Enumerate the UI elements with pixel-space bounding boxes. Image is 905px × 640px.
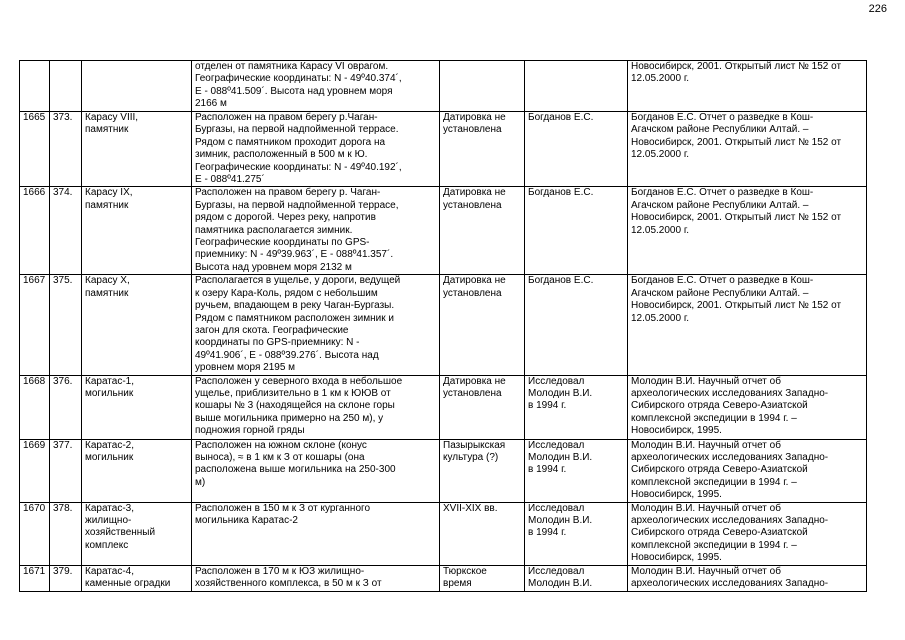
monument-source: Молодин В.И. Научный отчет об археологических исследованиях Западно- Сибирского отряда Северо-Азиатской комплексной экспедиции в 1994 г. – Новосибирск, 1995. [628,375,867,439]
monument-name: Каратас-1, могильник [82,375,192,439]
monument-name: Карасу IX, памятник [82,187,192,275]
table-row [20,187,867,275]
row-number: 1666 [20,187,50,275]
monument-researcher: Богданов Е.С. [525,112,628,187]
row-subnumber: 378. [50,502,82,565]
monument-description: Располагается в ущелье, у дороги, ведущей к озеру Кара-Коль, рядом с небольшим ручьем, впадающем в реку Чаган-Бургазы. Рядом с памятником расположен зимник и загон для скота. Географические координаты по GPS-приемнику: N - 49º41.906´, E - 088º39.276´. Высота над уровнем моря 2195 м [192,275,440,375]
monument-description: Расположен в 170 м к ЮЗ жилищно- хозяйственного комплекса, в 50 м к З от [192,565,440,591]
monument-source: Молодин В.И. Научный отчет об археологических исследованиях Западно- Сибирского отряда Северо-Азиатской комплексной экспедиции в 1994 г. – Новосибирск, 1995. [628,502,867,565]
monument-researcher: Исследовал Молодин В.И. в 1994 г. [525,439,628,502]
monument-name: Карасу X, памятник [82,275,192,375]
table-row [20,375,867,439]
monument-description: Расположен у северного входа в небольшое ущелье, приблизительно в 1 км к ЮЮВ от кошары № 3 (находящейся на склоне горы выше могильника примерно на 250 м), у подножия горной гряды [192,375,440,439]
table-row [20,565,867,591]
monument-description: Расположен в 150 м к З от курганного могильника Каратас-2 [192,502,440,565]
monument-researcher [525,61,628,112]
row-subnumber: 377. [50,439,82,502]
table-row [20,61,867,112]
monument-dating [440,61,525,112]
row-subnumber: 376. [50,375,82,439]
monument-source: Богданов Е.С. Отчет о разведке в Кош- Агачском районе Республики Алтай. – Новосибирск, 2001. Открытый лист № 152 от 12.05.2000 г. [628,112,867,187]
monument-researcher: Богданов Е.С. [525,187,628,275]
row-subnumber [50,61,82,112]
monument-name: Каратас-2, могильник [82,439,192,502]
row-subnumber: 374. [50,187,82,275]
monument-source: Богданов Е.С. Отчет о разведке в Кош- Агачском районе Республики Алтай. – Новосибирск, 2001. Открытый лист № 152 от 12.05.2000 г. [628,187,867,275]
row-number: 1667 [20,275,50,375]
table-row [20,502,867,565]
table-row [20,439,867,502]
row-number: 1668 [20,375,50,439]
monument-researcher: Богданов Е.С. [525,275,628,375]
monument-dating: Датировка не установлена [440,112,525,187]
monument-name: Карасу VIII, памятник [82,112,192,187]
row-number: 1671 [20,565,50,591]
row-number [20,61,50,112]
monument-researcher: Исследовал Молодин В.И. в 1994 г. [525,375,628,439]
row-number: 1669 [20,439,50,502]
monument-dating: XVII-XIX вв. [440,502,525,565]
monument-researcher: Исследовал Молодин В.И. [525,565,628,591]
monument-source: Богданов Е.С. Отчет о разведке в Кош- Агачском районе Республики Алтай. – Новосибирск, 2001. Открытый лист № 152 от 12.05.2000 г. [628,275,867,375]
monument-description: Расположен на южном склоне (конус выноса), ≈ в 1 км к З от кошары (она расположена выше могильника на 250-300 м) [192,439,440,502]
page-number: 226 [868,3,887,15]
monument-dating: Датировка не установлена [440,187,525,275]
monument-name [82,61,192,112]
monument-dating: Датировка не установлена [440,375,525,439]
monument-name: Каратас-3, жилищно- хозяйственный комплекс [82,502,192,565]
monument-dating: Пазырыкская культура (?) [440,439,525,502]
monument-source: Молодин В.И. Научный отчет об археологических исследованиях Западно- Сибирского отряда Северо-Азиатской комплексной экспедиции в 1994 г. – Новосибирск, 1995. [628,439,867,502]
monument-name: Каратас-4, каменные оградки [82,565,192,591]
monument-description: Расположен на правом берегу р. Чаган- Бургазы, на первой надпойменной террасе, рядом с дорогой. Через реку, напротив памятника располагается зимник. Географические координаты по GPS- приемнику: N - 49º39.963´, E - 088º41.357´. Высота над уровнем моря 2132 м [192,187,440,275]
table-row [20,275,867,375]
row-number: 1670 [20,502,50,565]
monument-dating: Тюркское время [440,565,525,591]
row-subnumber: 379. [50,565,82,591]
monuments-table [19,60,867,592]
monument-description: Расположен на правом берегу р.Чаган- Бургазы, на первой надпойменной террасе. Рядом с памятником проходит дорога на зимник, расположенный в 500 м к Ю. Географические координаты: N - 49º40.192´, E - 088º41.275´ [192,112,440,187]
row-subnumber: 373. [50,112,82,187]
table-row [20,112,867,187]
monument-researcher: Исследовал Молодин В.И. в 1994 г. [525,502,628,565]
monument-dating: Датировка не установлена [440,275,525,375]
row-number: 1665 [20,112,50,187]
monument-source: Молодин В.И. Научный отчет об археологических исследованиях Западно- [628,565,867,591]
row-subnumber: 375. [50,275,82,375]
monument-source: Новосибирск, 2001. Открытый лист № 152 от 12.05.2000 г. [628,61,867,112]
monument-description: отделен от памятника Карасу VI оврагом. Географические координаты: N - 49º40.374´, E - 088º41.509´. Высота над уровнем моря 2166 м [192,61,440,112]
